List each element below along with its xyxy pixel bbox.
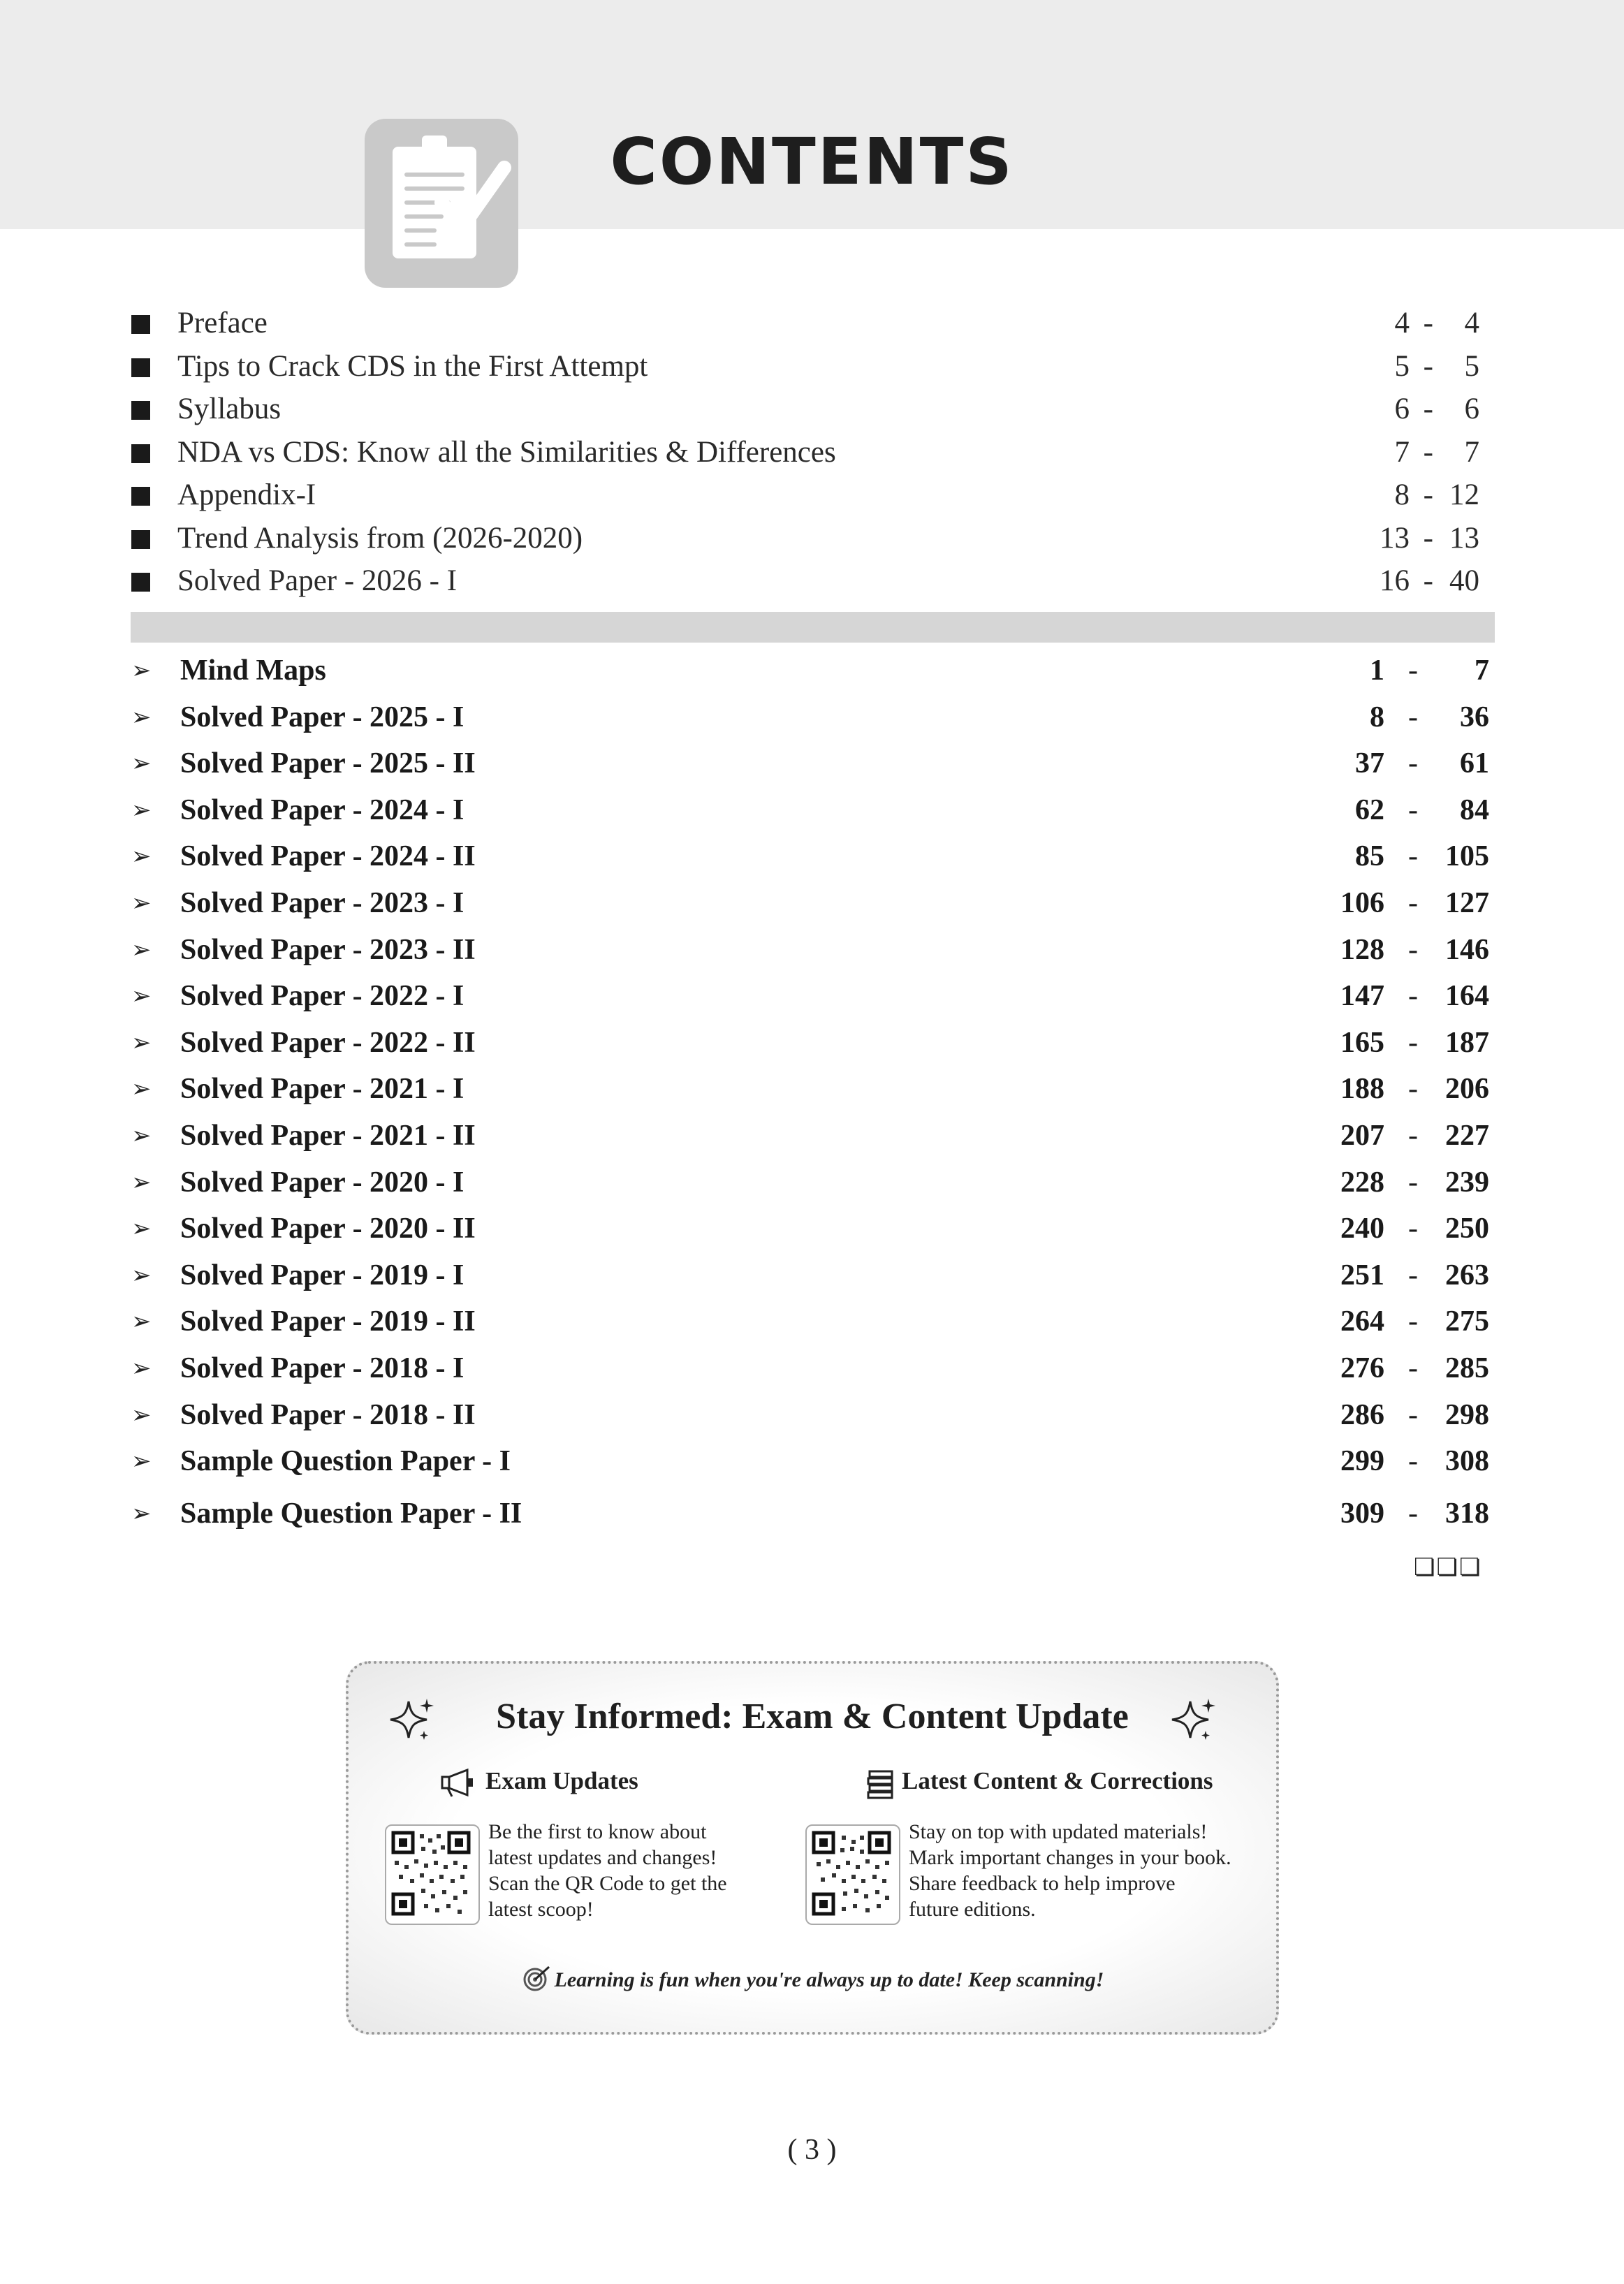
arrow-bullet-icon: ➢ <box>131 982 152 1011</box>
entry-end-page: 318 <box>1445 1497 1489 1530</box>
page-range-dash: - <box>1408 701 1418 733</box>
toc-row[interactable] <box>131 927 1489 974</box>
arrow-bullet-icon: ➢ <box>131 749 152 778</box>
entry-end-page: 298 <box>1445 1398 1489 1431</box>
main-toc <box>131 647 1489 1537</box>
entry-end-page: 7 <box>1464 435 1479 469</box>
entry-label: NDA vs CDS: Know all the Similarities & Differences <box>177 435 836 469</box>
section-divider <box>131 612 1495 643</box>
toc-row[interactable] <box>131 1252 1489 1299</box>
page-range-dash: - <box>1408 793 1418 826</box>
square-bullet-icon <box>131 530 150 549</box>
toc-row[interactable] <box>131 1392 1489 1439</box>
arrow-bullet-icon: ➢ <box>131 888 152 917</box>
entry-end-page: 164 <box>1445 980 1489 1013</box>
arrow-bullet-icon: ➢ <box>131 703 152 731</box>
entry-label: Solved Paper - 2022 - II <box>180 1026 476 1059</box>
entry-start-page: 165 <box>1340 1026 1384 1059</box>
entry-start-page: 8 <box>1370 701 1384 733</box>
page-range-dash: - <box>1408 1259 1418 1291</box>
arrow-bullet-icon: ➢ <box>131 1261 152 1289</box>
intro-toc <box>131 302 1479 603</box>
entry-label: Tips to Crack CDS in the First Attempt <box>177 349 648 383</box>
entry-start-page: 240 <box>1340 1213 1384 1245</box>
entry-end-page: 146 <box>1445 933 1489 966</box>
entry-start-page: 299 <box>1340 1445 1384 1478</box>
page-range-dash: - <box>1408 1398 1418 1431</box>
toc-row[interactable] <box>131 787 1489 834</box>
entry-end-page: 227 <box>1445 1119 1489 1152</box>
page-range-dash: - <box>1423 521 1433 555</box>
entry-label: Solved Paper - 2019 - I <box>180 1259 464 1291</box>
arrow-bullet-icon: ➢ <box>131 1168 152 1196</box>
entry-start-page: 188 <box>1340 1073 1384 1106</box>
toc-row[interactable] <box>131 833 1489 880</box>
info-box-footer: Learning is fun when you're always up to date! Keep scanning! <box>349 1964 1276 1992</box>
entry-start-page: 7 <box>1394 435 1410 469</box>
entry-end-page: 187 <box>1445 1026 1489 1059</box>
toc-row[interactable] <box>131 345 1479 388</box>
entry-end-page: 285 <box>1445 1352 1489 1384</box>
entry-label: Mind Maps <box>180 654 326 687</box>
entry-label: Solved Paper - 2018 - II <box>180 1398 476 1431</box>
end-marks: ❏❏❏ <box>1414 1553 1482 1581</box>
page-range-dash: - <box>1408 1445 1418 1478</box>
toc-row[interactable] <box>131 740 1489 787</box>
entry-end-page: 12 <box>1449 478 1479 511</box>
toc-row[interactable] <box>131 474 1479 517</box>
entry-end-page: 263 <box>1445 1259 1489 1291</box>
page-range-dash: - <box>1423 564 1433 597</box>
toc-row[interactable] <box>131 1491 1489 1537</box>
entry-label: Appendix-I <box>177 478 316 511</box>
page-range-dash: - <box>1408 1119 1418 1152</box>
entry-start-page: 62 <box>1355 793 1384 826</box>
arrow-bullet-icon: ➢ <box>131 1308 152 1336</box>
entry-end-page: 105 <box>1445 840 1489 873</box>
entry-end-page: 5 <box>1464 349 1479 383</box>
entry-start-page: 85 <box>1355 840 1384 873</box>
square-bullet-icon <box>131 358 150 377</box>
page-range-dash: - <box>1408 1073 1418 1106</box>
entry-start-page: 37 <box>1355 747 1384 780</box>
toc-row[interactable] <box>131 1298 1489 1345</box>
page-range-dash: - <box>1408 1213 1418 1245</box>
page-range-dash: - <box>1408 980 1418 1013</box>
entry-start-page: 128 <box>1340 933 1384 966</box>
page-number: ( 3 ) <box>787 2134 837 2166</box>
toc-row[interactable] <box>131 388 1479 431</box>
toc-row[interactable] <box>131 880 1489 927</box>
arrow-bullet-icon: ➢ <box>131 1354 152 1382</box>
page-range-dash: - <box>1423 349 1433 383</box>
page-range-dash: - <box>1408 933 1418 966</box>
entry-end-page: 308 <box>1445 1445 1489 1478</box>
entry-label: Solved Paper - 2025 - I <box>180 701 464 733</box>
entry-start-page: 264 <box>1340 1305 1384 1338</box>
page-range-dash: - <box>1408 1166 1418 1199</box>
square-bullet-icon <box>131 315 150 334</box>
info-box-title: Stay Informed: Exam & Content Update <box>496 1697 1129 1736</box>
toc-row[interactable] <box>131 302 1479 345</box>
page-range-dash: - <box>1408 654 1418 687</box>
entry-label: Solved Paper - 2020 - II <box>180 1213 476 1245</box>
arrow-bullet-icon: ➢ <box>131 1447 152 1476</box>
entry-start-page: 309 <box>1340 1497 1384 1530</box>
page-title: CONTENTS <box>610 124 1014 199</box>
entry-end-page: 4 <box>1464 307 1479 339</box>
entry-start-page: 13 <box>1380 521 1410 555</box>
entry-end-page: 61 <box>1460 747 1489 780</box>
entry-start-page: 276 <box>1340 1352 1384 1384</box>
page-range-dash: - <box>1408 1497 1418 1530</box>
entry-label: Preface <box>177 307 268 339</box>
entry-label: Solved Paper - 2024 - II <box>180 840 476 873</box>
square-bullet-icon <box>131 401 150 420</box>
entry-label: Solved Paper - 2022 - I <box>180 980 464 1013</box>
entry-end-page: 13 <box>1449 521 1479 555</box>
entry-label: Solved Paper - 2026 - I <box>177 564 458 597</box>
page-range-dash: - <box>1408 1352 1418 1384</box>
toc-row[interactable] <box>131 517 1479 560</box>
qr-code-exam-updates[interactable] <box>385 1824 480 1925</box>
arrow-bullet-icon: ➢ <box>131 1215 152 1243</box>
entry-label: Sample Question Paper - I <box>180 1445 511 1478</box>
entry-start-page: 1 <box>1370 654 1384 687</box>
page-range-dash: - <box>1408 747 1418 780</box>
arrow-bullet-icon: ➢ <box>131 1499 152 1528</box>
info-box <box>346 1661 1279 2035</box>
toc-row[interactable] <box>131 1345 1489 1392</box>
entry-label: Solved Paper - 2020 - I <box>180 1166 464 1199</box>
qr-code-content-corrections[interactable] <box>805 1824 900 1925</box>
entry-end-page: 7 <box>1475 654 1489 687</box>
page-range-dash: - <box>1408 1305 1418 1338</box>
entry-label: Syllabus <box>177 393 281 425</box>
entry-start-page: 5 <box>1394 349 1410 383</box>
page-range-dash: - <box>1423 307 1433 339</box>
arrow-bullet-icon: ➢ <box>131 1400 152 1429</box>
arrow-bullet-icon: ➢ <box>131 1121 152 1150</box>
toc-row[interactable] <box>131 559 1479 603</box>
entry-start-page: 207 <box>1340 1119 1384 1152</box>
entry-label: Solved Paper - 2025 - II <box>180 747 476 780</box>
arrow-bullet-icon: ➢ <box>131 842 152 871</box>
arrow-bullet-icon: ➢ <box>131 1075 152 1104</box>
entry-label: Solved Paper - 2018 - I <box>180 1352 464 1384</box>
toc-row[interactable] <box>131 1113 1489 1159</box>
entry-start-page: 106 <box>1340 886 1384 919</box>
page-range-dash: - <box>1423 478 1433 511</box>
arrow-bullet-icon: ➢ <box>131 657 152 685</box>
arrow-bullet-icon: ➢ <box>131 796 152 824</box>
entry-start-page: 4 <box>1394 307 1410 339</box>
page-range-dash: - <box>1423 393 1433 425</box>
entry-label: Trend Analysis from (2026-2020) <box>177 521 583 555</box>
entry-end-page: 6 <box>1464 393 1479 425</box>
arrow-bullet-icon: ➢ <box>131 1028 152 1057</box>
square-bullet-icon <box>131 487 150 506</box>
entry-end-page: 40 <box>1449 564 1479 597</box>
page-range-dash: - <box>1423 435 1433 469</box>
entry-label: Solved Paper - 2024 - I <box>180 793 464 826</box>
toc-row[interactable] <box>131 1159 1489 1206</box>
entry-label: Solved Paper - 2021 - I <box>180 1073 464 1106</box>
entry-label: Solved Paper - 2021 - II <box>180 1119 476 1152</box>
entry-start-page: 228 <box>1340 1166 1384 1199</box>
entry-start-page: 16 <box>1380 564 1410 597</box>
exam-updates-heading: Exam Updates <box>485 1767 638 1794</box>
arrow-bullet-icon: ➢ <box>131 935 152 964</box>
entry-label: Sample Question Paper - II <box>180 1497 522 1530</box>
entry-end-page: 275 <box>1445 1305 1489 1338</box>
entry-end-page: 36 <box>1460 701 1489 733</box>
exam-updates-text: Be the first to know about latest updates and changes! Scan the QR Code to get the latest scoop! <box>488 1820 727 1921</box>
toc-row[interactable] <box>131 973 1489 1020</box>
entry-end-page: 206 <box>1445 1073 1489 1106</box>
toc-row[interactable] <box>131 647 1489 694</box>
toc-row[interactable] <box>131 1206 1489 1252</box>
toc-row[interactable] <box>131 1066 1489 1113</box>
entry-start-page: 8 <box>1394 478 1410 511</box>
books-icon <box>867 1769 895 1799</box>
page-range-dash: - <box>1408 1026 1418 1059</box>
entry-end-page: 127 <box>1445 886 1489 919</box>
entry-label: Solved Paper - 2023 - I <box>180 886 464 919</box>
entry-end-page: 239 <box>1445 1166 1489 1199</box>
toc-row[interactable] <box>131 1438 1489 1485</box>
entry-start-page: 286 <box>1340 1398 1384 1431</box>
toc-row[interactable] <box>131 694 1489 741</box>
megaphone-icon <box>439 1767 478 1798</box>
toc-row[interactable] <box>131 431 1479 474</box>
entry-end-page: 250 <box>1445 1213 1489 1245</box>
page-range-dash: - <box>1408 886 1418 919</box>
latest-content-text: Stay on top with updated materials! Mark important changes in your book. Share feedback to help improve future editions. <box>909 1820 1231 1921</box>
entry-start-page: 6 <box>1394 393 1410 425</box>
entry-label: Solved Paper - 2019 - II <box>180 1305 476 1338</box>
target-icon <box>521 1964 552 1992</box>
entry-end-page: 84 <box>1460 793 1489 826</box>
entry-start-page: 251 <box>1340 1259 1384 1291</box>
page-range-dash: - <box>1408 840 1418 873</box>
entry-label: Solved Paper - 2023 - II <box>180 933 476 966</box>
entry-start-page: 147 <box>1340 980 1384 1013</box>
square-bullet-icon <box>131 573 150 592</box>
latest-content-heading: Latest Content & Corrections <box>902 1767 1213 1794</box>
square-bullet-icon <box>131 444 150 463</box>
toc-row[interactable] <box>131 1020 1489 1067</box>
